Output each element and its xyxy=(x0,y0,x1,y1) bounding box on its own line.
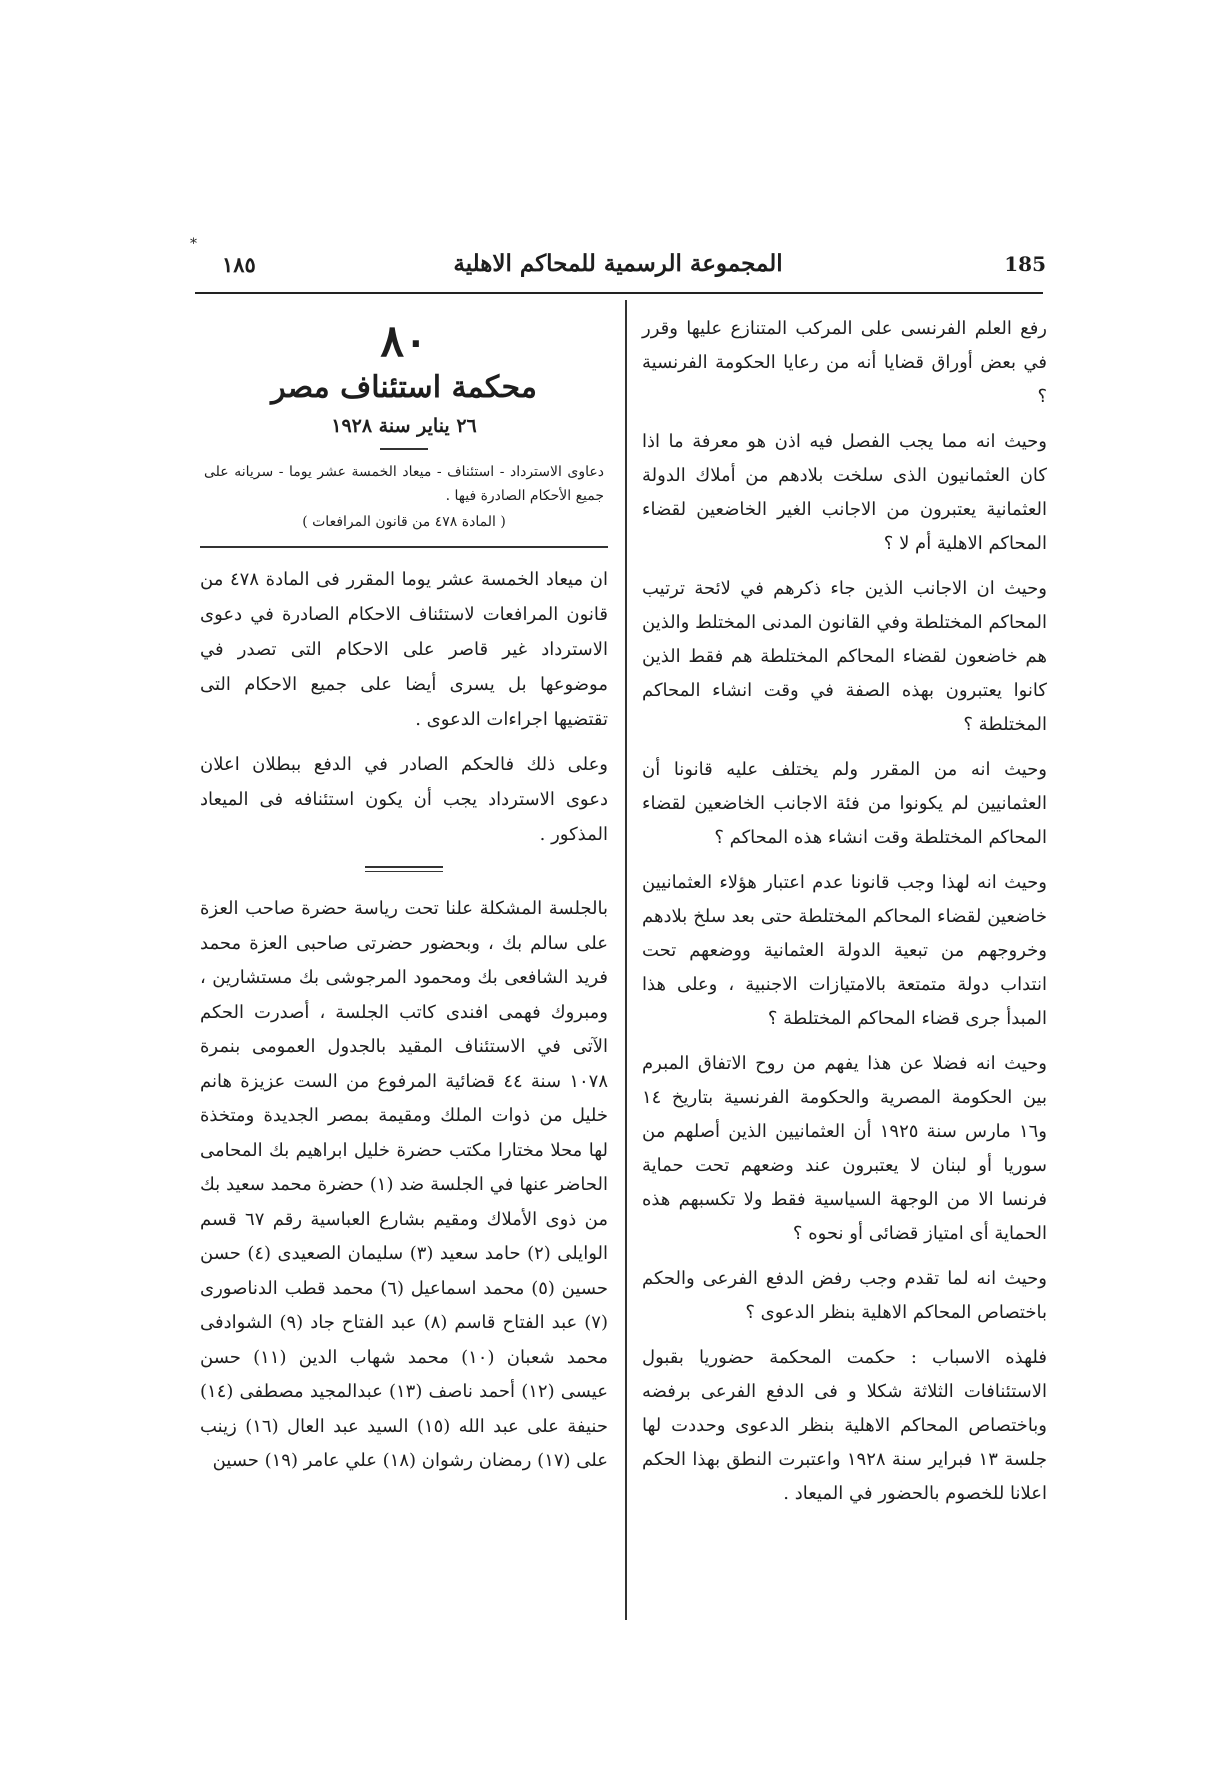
running-title: المجموعة الرسمية للمحاكم الاهلية xyxy=(453,250,783,277)
left-column xyxy=(200,318,608,1479)
paragraph: فلهذه الاسباب : حكمت المحكمة حضوريا بقبول الاستئنافات الثلاثة شكلا و فى الدفع الفرعى برفضه وباختصاص المحاكم الاهلية بنظر الدعوى وحددت لها جلسة ١٣ فبراير سنة ١٩٢٨ واعتبرت النطق بهذا الحكم اعلانا للخصوم بالحضور في الميعاد . xyxy=(642,1347,1047,1504)
legal-principle: ان ميعاد الخمسة عشر يوما المقرر فى المادة ٤٧٨ من قانون المرافعات لاستئناف الاحكام الصادرة في دعوى الاسترداد غير قاصر على الاحكام التى تصدر في موضوعها بل يسرى أيضا على جميع الاحكام التى تقتضيها اجراءات الدعوى . xyxy=(200,569,608,730)
paragraph: وحيث انه فضلا عن هذا يفهم من روح الاتفاق المبرم بين الحكومة المصرية والحكومة الفرنسية بتاريخ ١٤ و١٦ مارس سنة ١٩٢٥ أن العثمانيين الذين أصلهم من سوريا أو لبنان لا يعتبرون عند وضعهم تحت حماية فرنسا الا من الوجهة السياسية فقط ولا تكسبهم هذه الحماية أى امتياز قضائى أو نحوه ؟ xyxy=(642,1053,1047,1244)
short-rule xyxy=(380,448,428,450)
paragraph: رفع العلم الفرنسى على المركب المتنازع عليها وقرر في بعض أوراق قضايا أنه من رعايا الحكومة الفرنسية ؟ xyxy=(642,318,1047,407)
header-rule xyxy=(195,292,1043,294)
print-mark: * xyxy=(190,236,197,252)
paragraph: وحيث انه لهذا وجب قانونا عدم اعتبار هؤلاء العثمانيين خاضعين لقضاء المحاكم المختلطة حتى بعد سلخ بلادهم وخروجهم من تبعية الدولة العثمانية ووضعهم تحت انتداب دولة متمتعة بالامتيازات الاجنبية ، وعلى هذا المبدأ جرى قضاء المحاكم المختلطة ؟ xyxy=(642,872,1047,1029)
court-name: محكمة استئناف مصر xyxy=(271,370,537,405)
paragraph: وحيث انه من المقرر ولم يختلف عليه قانونا أن العثمانيين لم يكونوا من فئة الاجانب الخاضعين لقضاء المحاكم المختلطة وقت انشاء هذه المحاكم ؟ xyxy=(642,759,1047,848)
keywords: دعاوى الاسترداد - استئناف - ميعاد الخمسة عشر يوما - سريانه على جميع الأحكام الصادرة فيها . xyxy=(204,464,604,504)
page-number-latin: 185 xyxy=(1004,252,1046,276)
paragraph: وحيث انه لما تقدم وجب رفض الدفع الفرعى والحكم باختصاص المحاكم الاهلية بنظر الدعوى ؟ xyxy=(642,1268,1047,1323)
legal-principle: وعلى ذلك فالحكم الصادر في الدفع ببطلان اعلان دعوى الاسترداد يجب أن يكون استئنافه فى الميعاد المذكور . xyxy=(200,754,608,845)
right-column xyxy=(642,312,1047,1522)
page-number-arabic: ١٨٥ xyxy=(222,252,256,277)
article-reference: ( المادة ٤٧٨ من قانون المرافعات ) xyxy=(302,514,506,530)
page-header xyxy=(190,248,1046,288)
double-rule xyxy=(365,866,443,872)
paragraph: وحيث ان الاجانب الذين جاء ذكرهم في لائحة ترتيب المحاكم المختلطة وفي القانون المدنى المختلط والذين هم خاضعون لقضاء المحاكم المختلطة هم فقط الذين كانوا يعتبرون بهذه الصفة في وقت انشاء المحاكم المختلطة ؟ xyxy=(642,578,1047,735)
judgment-body: بالجلسة المشكلة علنا تحت رياسة حضرة صاحب العزة على سالم بك ، وبحضور حضرتى صاحبى العزة محمد فريد الشافعى بك ومحمود المرجوشى بك مستشارين ، ومبروك فهمى افندى كاتب الجلسة ، أصدرت الحكم الآتى في الاستئناف المقيد بالجدول العمومى بنمرة ١٠٧٨ سنة ٤٤ قضائية المرفوع من الست عزيزة هانم خليل من ذوات الملك ومقيمة بمصر الجديدة ومتخذة لها محلا مختارا مكتب حضرة خليل ابراهيم بك المحامى الحاضر عنها في الجلسة ضد (١) حضرة محمد سعيد بك من ذوى الأملاك ومقيم بشارع العباسية رقم ٦٧ قسم الوايلى (٢) حامد سعيد (٣) سليمان الصعيدى (٤) حسن حسين (٥) محمد اسماعيل (٦) محمد قطب الدناصورى (٧) عبد الفتاح قاسم (٨) عبد الفتاح جاد (٩) الشوادفى محمد شعبان (١٠) محمد شهاب الدين (١١) حسن عيسى (١٢) أحمد ناصف (١٣) عبدالمجيد مصطفى (١٤) حنيفة على عبد الله (١٥) السيد عبد العال (١٦) زينب على (١٧) رمضان رشوان (١٨) علي عامر (١٩) حسين xyxy=(200,898,609,1471)
decision-date: ٢٦ يناير سنة ١٩٢٨ xyxy=(331,415,477,437)
paragraph: وحيث انه مما يجب الفصل فيه اذن هو معرفة ما اذا كان العثمانيون الذى سلخت بلادهم من أملاك الدولة العثمانية يعتبرون من الاجانب الغير الخاضعين لقضاء المحاكم الاهلية أم لا ؟ xyxy=(642,431,1047,554)
section-rule xyxy=(200,546,608,548)
column-divider xyxy=(625,300,627,1620)
case-number: ٨٠ xyxy=(380,316,428,367)
